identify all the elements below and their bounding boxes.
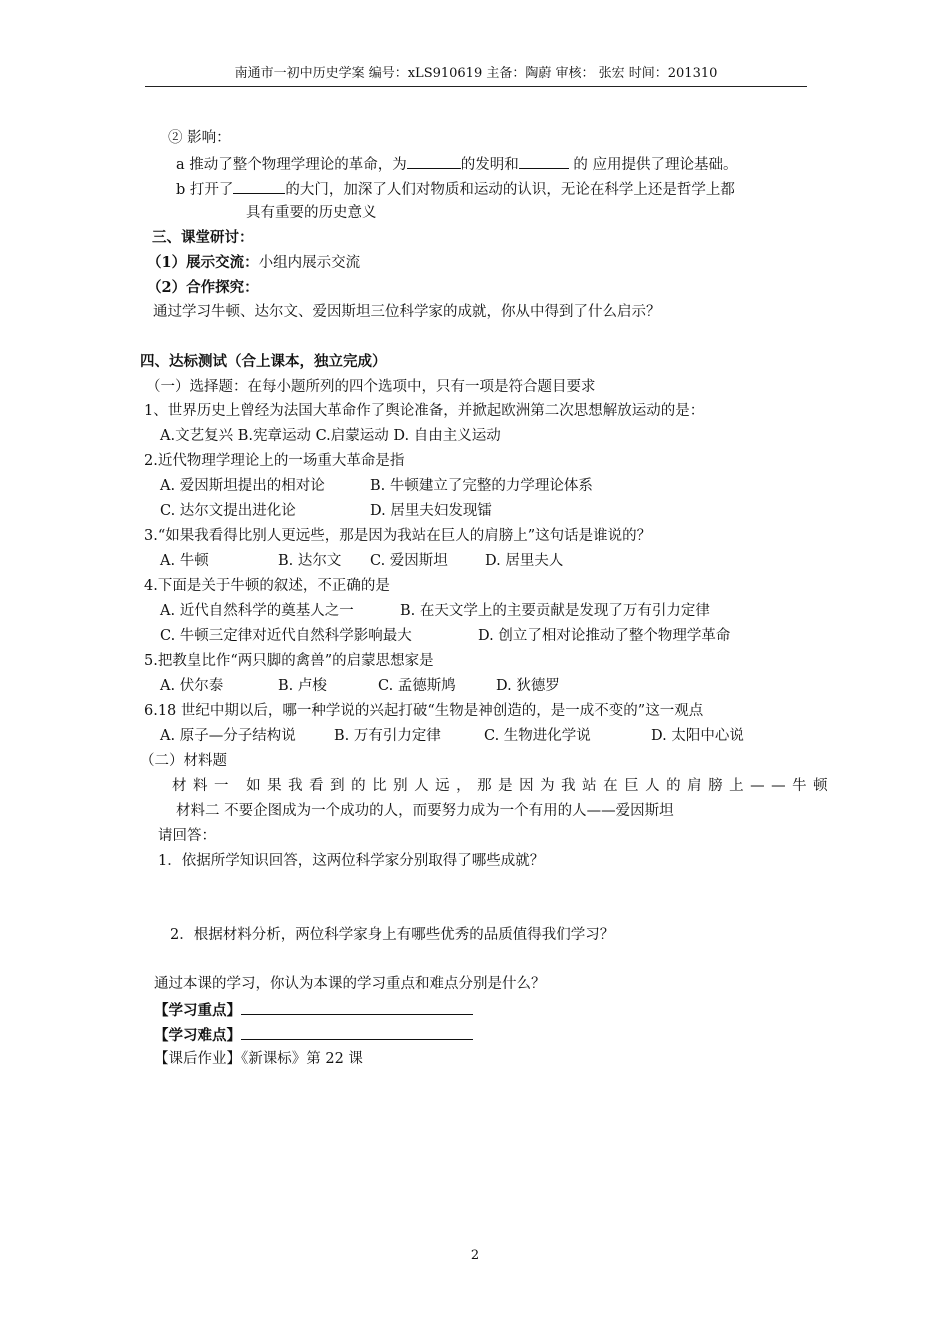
show-exchange-text: 小组内展示交流	[258, 255, 361, 271]
key-point-line	[154, 999, 473, 1021]
cooperative-explore-label: （2）合作探究：	[147, 279, 259, 296]
influence-title: ② 影响：	[168, 130, 231, 146]
question-6-options	[160, 726, 744, 746]
difficulty-line	[154, 1024, 473, 1046]
page-number: 2	[470, 1248, 480, 1263]
influence-a-mid: 的发明和	[460, 157, 519, 173]
discussion-title: 三、课堂研讨：	[152, 229, 254, 246]
homework-line	[154, 1049, 363, 1069]
option[interactable]: B.宪章运动	[237, 428, 311, 444]
option[interactable]: D. 居里夫妇发现镭	[370, 503, 492, 519]
key-point-label: 【学习重点】	[154, 1002, 241, 1019]
fill-blank-1[interactable]	[407, 153, 461, 169]
option[interactable]: B. 达尔文	[278, 553, 342, 569]
influence-a-line	[176, 153, 737, 175]
fill-blank-3[interactable]	[233, 178, 285, 194]
option[interactable]: D. 居里夫人	[485, 553, 564, 569]
influence-a-prefix: a 推动了整个物理学理论的革命，为	[176, 157, 407, 173]
show-exchange-label: （1）展示交流：	[147, 254, 259, 271]
question-3-options	[160, 551, 563, 571]
show-exchange-line	[147, 253, 360, 273]
difficulty-label: 【学习难点】	[154, 1027, 241, 1044]
option[interactable]: D. 创立了相对论推动了整个物理学革命	[478, 628, 731, 644]
option[interactable]: D. 狄德罗	[496, 678, 560, 694]
question-6: 6.18 世纪中期以后，哪一种学说的兴起打破“生物是神创造的，是一成不变的”这一观点	[144, 703, 704, 719]
question-2: 2.近代物理学理论上的一场重大革命是指	[144, 453, 405, 469]
option[interactable]: A. 原子—分子结构说	[160, 728, 296, 744]
question-2-options-row2	[160, 501, 492, 521]
option[interactable]: D. 太阳中心说	[651, 728, 744, 744]
influence-b-continuation: 具有重要的历史意义	[246, 205, 377, 221]
fill-blank-2[interactable]	[519, 153, 569, 169]
option[interactable]: A. 近代自然科学的奠基人之一	[160, 603, 354, 619]
question-1-options	[160, 426, 501, 446]
question-5: 5.把教皇比作“两只脚的禽兽”的启蒙思想家是	[144, 653, 434, 669]
influence-b-suffix: 的大门，加深了人们对物质和运动的认识，无论在科学上还是哲学上都	[285, 182, 735, 198]
question-3: 3.“如果我看得比别人更远些，那是因为我站在巨人的肩膀上”这句话是谁说的？	[144, 528, 652, 544]
material-two: 材料二 不要企图成为一个成功的人，而要努力成为一个有用的人——爱因斯坦	[176, 803, 674, 819]
option[interactable]: C. 爱因斯坦	[370, 553, 448, 569]
option[interactable]: C.启蒙运动	[315, 428, 389, 444]
homework-text: 《新课标》第 22 课	[241, 1051, 363, 1067]
option[interactable]: C. 牛顿三定律对近代自然科学影响最大	[160, 628, 412, 644]
test-title: 四、达标测试（合上课本，独立完成）	[140, 353, 387, 370]
key-point-input[interactable]	[241, 999, 473, 1015]
sub-question-2: 2．根据材料分析，两位科学家身上有哪些优秀的品质值得我们学习？	[170, 927, 615, 943]
option[interactable]: A. 牛顿	[160, 553, 209, 569]
answer-prompt: 请回答：	[158, 828, 216, 844]
influence-b-line	[176, 178, 735, 200]
influence-a-suffix: 的 应用提供了理论基础。	[568, 157, 738, 173]
homework-label: 【课后作业】	[154, 1051, 241, 1067]
question-4-options-row2	[160, 626, 730, 646]
option[interactable]: A. 伏尔泰	[160, 678, 224, 694]
option[interactable]: B. 万有引力定律	[334, 728, 441, 744]
option[interactable]: B. 卢梭	[278, 678, 327, 694]
material-title: （二）材料题	[140, 753, 227, 769]
option[interactable]: C. 达尔文提出进化论	[160, 503, 296, 519]
question-1: 1、世界历史上曾经为法国大革命作了舆论准备，并掀起欧洲第二次思想解放运动的是：	[144, 403, 705, 419]
page-header: 南通市一初中历史学案 编号：xLS910619 主备：陶蔚 审核： 张宏 时间：201310	[145, 64, 807, 87]
option[interactable]: D. 自由主义运动	[393, 428, 501, 444]
option[interactable]: C. 生物进化学说	[484, 728, 591, 744]
option[interactable]: A. 爱因斯坦提出的相对论	[160, 478, 325, 494]
question-4-options-row1	[160, 601, 710, 621]
sub-question-1: 1．依据所学知识回答，这两位科学家分别取得了哪些成就？	[158, 853, 545, 869]
explore-question: 通过学习牛顿、达尔文、爱因斯坦三位科学家的成就，你从中得到了什么启示？	[153, 304, 661, 320]
influence-b-prefix: b 打开了	[176, 182, 234, 198]
question-2-options-row1	[160, 476, 593, 496]
option[interactable]: C. 孟德斯鸠	[378, 678, 456, 694]
material-one: 材料一 如果我看到的比别人远，那是因为我站在巨人的肩膀上——牛顿	[172, 778, 835, 794]
question-5-options	[160, 676, 560, 696]
option[interactable]: B. 在天文学上的主要贡献是发现了万有引力定律	[400, 603, 710, 619]
mc-intro: （一）选择题：在每小题所列的四个选项中，只有一项是符合题目要求	[146, 379, 596, 395]
summary-question: 通过本课的学习，你认为本课的学习重点和难点分别是什么？	[154, 976, 546, 992]
option[interactable]: A.文艺复兴	[160, 428, 234, 444]
difficulty-input[interactable]	[241, 1024, 473, 1040]
question-4: 4.下面是关于牛顿的叙述，不正确的是	[144, 578, 390, 594]
option[interactable]: B. 牛顿建立了完整的力学理论体系	[370, 478, 593, 494]
